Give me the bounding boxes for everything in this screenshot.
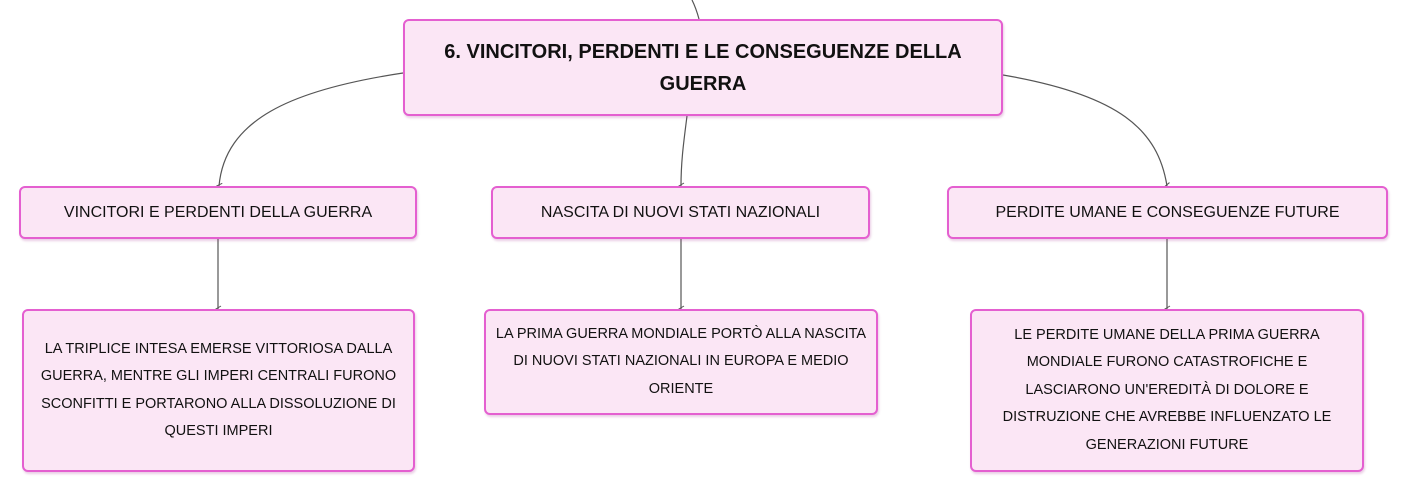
branch-label: NASCITA DI NUOVI STATI NAZIONALI: [540, 203, 821, 221]
root-topic-label: 6. VINCITORI, PERDENTI E LE CONSEGUENZE DELLA GUERRA: [444, 40, 962, 95]
detail-text: LA TRIPLICE INTESA EMERSE VITTORIOSA DALLA GUERRA, MENTRE GLI IMPERI CENTRALI FURONO SCONFITTI E PORTARONO ALLA DISSOLUZIONE DI QUESTI IMPERI: [40, 340, 397, 439]
detail-text: LA PRIMA GUERRA MONDIALE PORTÒ ALLA NASCITA DI NUOVI STATI NAZIONALI IN EUROPA E MEDIO ORIENTE: [495, 325, 867, 397]
connector-root-to-branch-3: [1003, 75, 1167, 186]
detail-node-nuovi-stati[interactable]: [484, 309, 878, 415]
detail-node-perdite-umane[interactable]: [970, 309, 1364, 472]
branch-node-vincitori-perdenti[interactable]: [19, 186, 417, 239]
connector-parent-to-root: [692, 0, 699, 19]
branch-label: PERDITE UMANE E CONSEGUENZE FUTURE: [995, 203, 1340, 221]
branch-node-perdite-umane[interactable]: [947, 186, 1388, 239]
detail-node-vincitori-perdenti[interactable]: [22, 309, 415, 472]
branch-node-nuovi-stati[interactable]: [491, 186, 870, 239]
branch-label: VINCITORI E PERDENTI DELLA GUERRA: [63, 203, 373, 221]
connector-root-to-branch-1: [219, 73, 403, 186]
root-topic-node[interactable]: [403, 19, 1003, 116]
connector-root-to-branch-2: [681, 116, 687, 186]
detail-text: LE PERDITE UMANE DELLA PRIMA GUERRA MONDIALE FURONO CATASTROFICHE E LASCIARONO UN'EREDITÀ DI DOLORE E DISTRUZIONE CHE AVREBBE INFLUENZATO LE GENERAZIONI FUTURE: [1002, 326, 1332, 453]
